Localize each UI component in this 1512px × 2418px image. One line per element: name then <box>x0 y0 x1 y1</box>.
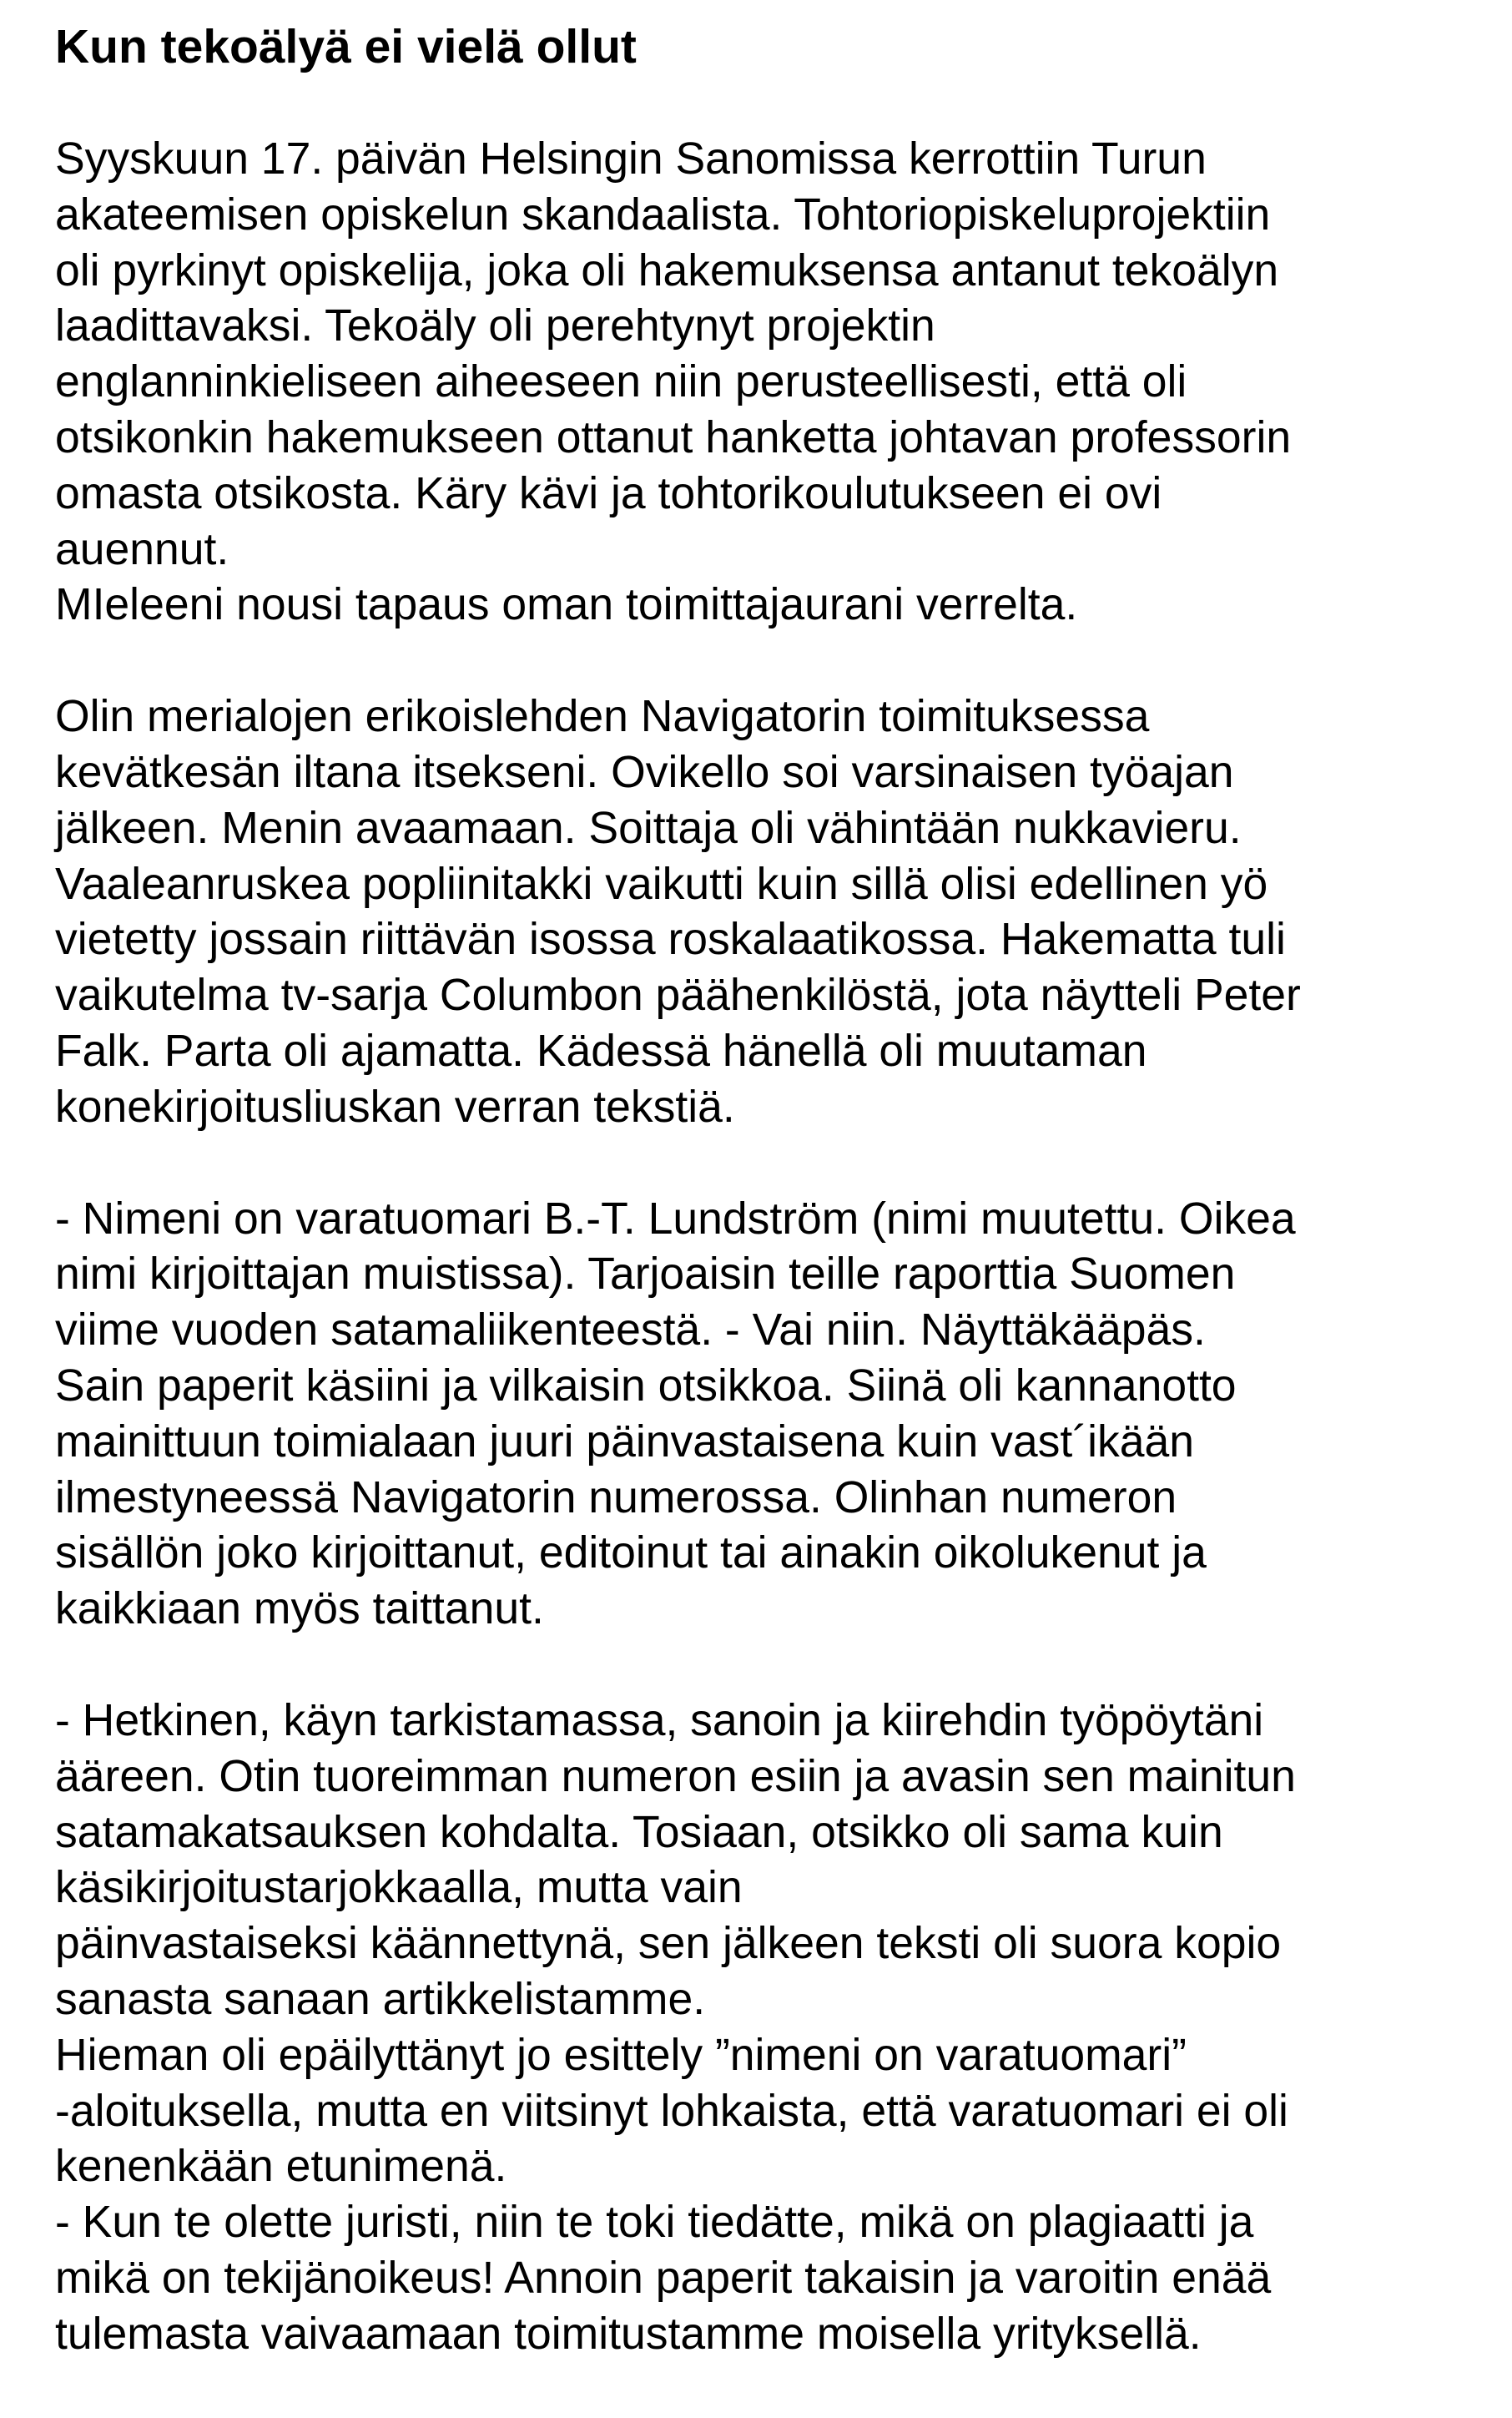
paragraph <box>55 689 1474 1135</box>
text-line: Hieman oli epäilyttänyt jo esittely ”nimeni on varatuomari” <box>55 2030 1187 2080</box>
text-line: oli pyrkinyt opiskelija, joka oli hakemuksensa antanut tekoälyn <box>55 245 1279 295</box>
text-line: viime vuoden satamaliikenteestä. - Vai niin. Näyttäkääpäs. <box>55 1305 1206 1355</box>
document-page <box>55 18 1474 2418</box>
text-line: nimi kirjoittajan muistissa). Tarjoaisin teille raporttia Suomen <box>55 1249 1236 1300</box>
text-line: kevätkesän iltana itsekseni. Ovikello soi varsinaisen työajan <box>55 747 1234 797</box>
text-line: akateemisen opiskelun skandaalista. Tohtoriopiskeluprojektiin <box>55 189 1271 240</box>
text-line: konekirjoitusliuskan verran tekstiä. <box>55 1082 735 1132</box>
text-line: - Kun te olette juristi, niin te toki tiedätte, mikä on plagiaatti ja <box>55 2198 1254 2248</box>
text-line: Vaaleanruskea popliinitakki vaikutti kuin sillä olisi edellinen yö <box>55 859 1268 909</box>
text-line: ääreen. Otin tuoreimman numeron esiin ja avasin sen mainitun <box>55 1751 1296 1801</box>
text-line: Sain paperit käsiini ja vilkaisin otsikkoa. Siinä oli kannanotto <box>55 1360 1237 1411</box>
text-line: omasta otsikosta. Käry kävi ja tohtorikoulutukseen ei ovi <box>55 468 1162 518</box>
text-line: -aloituksella, mutta en viitsinyt lohkaista, että varatuomari ei oli <box>55 2086 1288 2136</box>
text-line: vietetty jossain riittävän isossa roskalaatikossa. Hakematta tuli <box>55 915 1286 965</box>
text-line: sisällön joko kirjoittanut, editoinut tai ainakin oikolukenut ja <box>55 1528 1207 1578</box>
text-line: jälkeen. Menin avaamaan. Soittaja oli vähintään nukkavieru. <box>55 803 1242 853</box>
text-line: satamakatsauksen kohdalta. Tosiaan, otsikko oli sama kuin <box>55 1807 1223 1857</box>
text-line: Olin merialojen erikoislehden Navigatorin toimituksessa <box>55 692 1150 742</box>
text-line: kenenkään etunimenä. <box>55 2142 507 2192</box>
text-line: päinvastaiseksi käännettynä, sen jälkeen teksti oli suora kopio <box>55 1919 1282 1969</box>
text-line: otsikonkin hakemukseen ottanut hanketta johtavan professorin <box>55 412 1292 462</box>
text-line: sanasta sanaan artikkelistamme. <box>55 1974 706 2024</box>
paragraph <box>55 1694 1474 2363</box>
text-line: vaikutelma tv-sarja Columbon päähenkilöstä, jota näytteli Peter <box>55 971 1301 1021</box>
text-line: käsikirjoitustarjokkaalla, mutta vain <box>55 1863 743 1913</box>
text-line: englanninkieliseen aiheeseen niin perusteellisesti, että oli <box>55 357 1187 407</box>
text-line: Syyskuun 17. päivän Helsingin Sanomissa kerrottiin Turun <box>55 134 1207 184</box>
text-line: Falk. Parta oli ajamatta. Kädessä hänellä oli muutaman <box>55 1026 1147 1076</box>
text-line: tulemasta vaivaamaan toimitustamme moisella yrityksellä. <box>55 2309 1202 2359</box>
text-line: - Nimeni on varatuomari B.-T. Lundström (nimi muutettu. Oikea <box>55 1194 1296 1244</box>
document-body <box>55 132 1474 2362</box>
paragraph <box>55 132 1474 634</box>
text-line: laadittavaksi. Tekoäly oli perehtynyt projektin <box>55 301 935 351</box>
paragraph <box>55 1192 1474 1638</box>
text-line: mainittuun toimialaan juuri päinvastaisena kuin vast´ikään <box>55 1416 1195 1466</box>
text-line: mikä on tekijänoikeus! Annoin paperit takaisin ja varoitin enää <box>55 2253 1272 2303</box>
text-line: - Hetkinen, käyn tarkistamassa, sanoin ja kiirehdin työpöytäni <box>55 1695 1264 1745</box>
text-line: MIeleeni nousi tapaus oman toimittajaurani verrelta. <box>55 580 1078 630</box>
text-line: ilmestyneessä Navigatorin numerossa. Olinhan numeron <box>55 1472 1177 1522</box>
text-line: kaikkiaan myös taittanut. <box>55 1584 544 1634</box>
document-title: Kun tekoälyä ei vielä ollut <box>55 20 637 73</box>
text-line: auennut. <box>55 524 229 574</box>
